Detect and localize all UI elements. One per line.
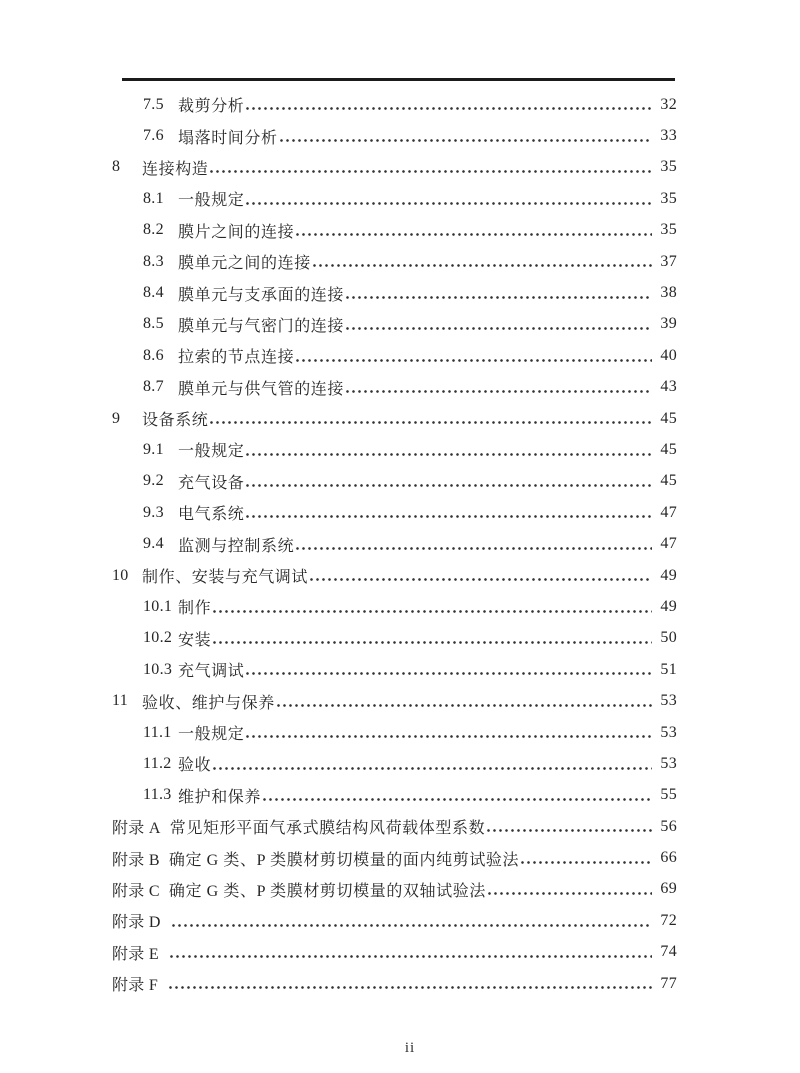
toc-entry xyxy=(112,780,677,811)
toc-entry xyxy=(112,246,677,277)
toc-entry-page: 53 xyxy=(660,692,677,710)
toc-entry-title: 拉索的节点连接 xyxy=(178,349,295,367)
toc-entry-page: 37 xyxy=(660,252,677,270)
toc-entry-number: 8.7 xyxy=(143,378,164,396)
toc-leader-dots xyxy=(280,139,652,142)
toc-entry-number: 8.1 xyxy=(143,189,164,207)
toc-entry xyxy=(112,466,677,497)
toc-entry-page: 35 xyxy=(660,221,677,239)
toc-entry-number: 8.6 xyxy=(143,346,164,364)
toc-entry xyxy=(112,905,677,936)
toc-entry-number: 10.2 xyxy=(143,629,173,647)
toc-entry-title: 充气设备 xyxy=(178,474,245,492)
toc-entry-page: 32 xyxy=(660,95,677,113)
toc-entry xyxy=(112,874,677,905)
toc-entry-number: 9.1 xyxy=(143,440,164,458)
toc-entry-title: 确定 G 类、P 类膜材剪切模量的双轴试验法 xyxy=(168,882,486,900)
toc-entry-page: 53 xyxy=(660,754,677,772)
toc-entry-title: 验收、维护与保养 xyxy=(142,694,275,712)
toc-leader-dots xyxy=(213,641,652,644)
toc-entry-title: 维护和保养 xyxy=(178,788,262,806)
toc-entry-number: 7.6 xyxy=(143,127,164,145)
toc-entry xyxy=(112,215,677,246)
toc-entry-number: 7.5 xyxy=(143,95,164,113)
toc-entry xyxy=(112,152,677,183)
toc-entry-title: 设备系统 xyxy=(142,412,209,430)
header-rule xyxy=(122,78,675,81)
toc-entry-number: 8.2 xyxy=(143,221,164,239)
toc-entry-page: 55 xyxy=(660,786,677,804)
toc-leader-dots xyxy=(313,264,652,267)
toc-entry-title: 膜单元与供气管的连接 xyxy=(178,380,345,398)
toc-entry-number: 8.5 xyxy=(143,315,164,333)
toc-entry xyxy=(112,811,677,842)
page-footer xyxy=(0,1040,800,1057)
toc-entry-title: 一般规定 xyxy=(178,726,245,743)
toc-entry xyxy=(112,623,677,654)
toc-entry xyxy=(112,685,677,716)
toc-entry-number: 附录 D xyxy=(112,914,161,932)
toc-entry-title: 膜单元之间的连接 xyxy=(178,255,311,273)
toc-entry xyxy=(112,340,677,371)
toc-entry-number: 11.1 xyxy=(143,723,172,741)
toc-entry-page: 47 xyxy=(660,503,677,521)
toc-entry-page: 47 xyxy=(660,535,677,553)
toc-entry-page: 38 xyxy=(660,284,677,302)
toc-entry xyxy=(112,89,677,120)
toc-entry xyxy=(112,717,677,748)
toc-entry-title: 膜片之间的连接 xyxy=(178,223,295,241)
toc-leader-dots xyxy=(277,704,652,707)
toc-entry-number: 附录 A xyxy=(112,820,161,838)
toc-leader-dots xyxy=(263,798,652,801)
toc-entry-number: 10 xyxy=(112,566,129,584)
toc-entry-number: 11.2 xyxy=(143,754,172,772)
toc-entry-number: 9.2 xyxy=(143,472,164,490)
toc-entry xyxy=(112,842,677,873)
toc-entry xyxy=(112,591,677,622)
toc-entry-page: 39 xyxy=(660,315,677,333)
toc-entry xyxy=(112,937,677,968)
toc-leader-dots xyxy=(521,861,652,864)
toc-entry xyxy=(112,120,677,151)
toc-leader-dots xyxy=(346,390,652,393)
toc-list xyxy=(112,89,677,999)
toc-entry-number: 10.3 xyxy=(143,660,173,678)
toc-leader-dots xyxy=(296,233,652,236)
toc-entry-page: 69 xyxy=(660,880,677,898)
toc-entry xyxy=(112,372,677,403)
toc-leader-dots xyxy=(246,515,652,518)
toc-leader-dots xyxy=(346,327,652,330)
toc-entry-title: 确定 G 类、P 类膜材剪切模量的面内纯剪试验法 xyxy=(168,851,520,869)
toc-entry-number: 11 xyxy=(112,692,129,710)
toc-leader-dots xyxy=(246,107,652,110)
toc-entry xyxy=(112,277,677,308)
toc-leader-dots xyxy=(172,924,652,927)
toc-entry-title: 电气系统 xyxy=(178,506,245,524)
toc-leader-dots xyxy=(246,484,652,487)
toc-entry-number: 附录 C xyxy=(112,882,160,900)
toc-entry xyxy=(112,528,677,559)
toc-entry-page: 45 xyxy=(660,440,677,458)
toc-leader-dots xyxy=(487,829,652,832)
toc-entry-title: 一般规定 xyxy=(178,192,245,210)
toc-leader-dots xyxy=(213,610,652,613)
toc-entry-page: 49 xyxy=(660,597,677,615)
toc-leader-dots xyxy=(213,767,652,770)
toc-entry xyxy=(112,403,677,434)
toc-entry-title: 制作 xyxy=(178,600,212,618)
toc-entry-title: 制作、安装与充气调试 xyxy=(142,569,309,587)
toc-entry-title: 安装 xyxy=(178,631,212,649)
toc-entry-number: 9.4 xyxy=(143,535,164,553)
toc-leader-dots xyxy=(346,296,652,299)
toc-entry xyxy=(112,968,677,999)
toc-entry-page: 43 xyxy=(660,378,677,396)
toc-entry-page: 51 xyxy=(660,660,677,678)
toc-entry xyxy=(112,560,677,591)
toc-entry-page: 35 xyxy=(660,158,677,176)
toc-entry-page: 72 xyxy=(660,911,677,929)
toc-entry-page: 33 xyxy=(660,127,677,145)
toc-entry-page: 35 xyxy=(660,189,677,207)
toc-leader-dots xyxy=(246,672,652,675)
toc-entry-page: 56 xyxy=(660,817,677,835)
toc-entry-number: 8 xyxy=(112,158,121,176)
toc-entry-title: 充气调试 xyxy=(178,663,245,681)
toc-entry-title: 塌落时间分析 xyxy=(178,129,278,147)
toc-entry xyxy=(112,309,677,340)
toc-leader-dots xyxy=(210,170,652,173)
toc-entry-page: 49 xyxy=(660,566,677,584)
toc-entry-page: 50 xyxy=(660,629,677,647)
toc-entry-title: 膜单元与支承面的连接 xyxy=(178,286,345,304)
toc-entry-page: 45 xyxy=(660,409,677,427)
toc-leader-dots xyxy=(210,421,652,424)
footer-page-number: ii xyxy=(404,1040,416,1056)
toc-entry-number: 10.1 xyxy=(143,597,173,615)
toc-leader-dots xyxy=(310,578,652,581)
toc-entry xyxy=(112,748,677,779)
toc-entry-page: 45 xyxy=(660,472,677,490)
toc-entry-title: 膜单元与气密门的连接 xyxy=(178,317,345,335)
toc-leader-dots xyxy=(488,892,652,895)
toc-entry-number: 9.3 xyxy=(143,503,164,521)
toc-entry-page: 74 xyxy=(660,943,677,961)
toc-entry-number: 8.4 xyxy=(143,284,164,302)
toc-entry-page: 77 xyxy=(660,974,677,992)
toc-entry-title: 裁剪分析 xyxy=(178,98,245,116)
toc-leader-dots xyxy=(296,359,652,362)
toc-entry-number: 11.3 xyxy=(143,786,172,804)
toc-entry-number: 附录 F xyxy=(112,977,159,995)
toc-leader-dots xyxy=(246,453,652,456)
toc-entry-page: 53 xyxy=(660,723,677,741)
toc-leader-dots xyxy=(169,986,652,989)
toc-entry-number: 附录 B xyxy=(112,851,160,869)
toc-entry-number: 附录 E xyxy=(112,945,159,963)
toc-entry xyxy=(112,497,677,528)
toc-leader-dots xyxy=(296,547,652,550)
toc-leader-dots xyxy=(170,955,652,958)
toc-entry xyxy=(112,434,677,465)
toc-entry-page: 66 xyxy=(660,849,677,867)
toc-entry-title: 一般规定 xyxy=(178,443,245,461)
toc-leader-dots xyxy=(246,202,652,205)
toc-entry-number: 8.3 xyxy=(143,252,164,270)
toc-entry-title: 验收 xyxy=(178,757,212,775)
toc-entry-title: 连接构造 xyxy=(142,160,209,178)
toc-entry-title: 监测与控制系统 xyxy=(178,537,295,555)
toc-entry-title: 常见矩形平面气承式膜结构风荷载体型系数 xyxy=(169,820,486,838)
toc-entry xyxy=(112,654,677,685)
toc-entry-number: 9 xyxy=(112,409,121,427)
toc-entry xyxy=(112,183,677,214)
toc-leader-dots xyxy=(246,735,652,738)
toc-entry-page: 40 xyxy=(660,346,677,364)
